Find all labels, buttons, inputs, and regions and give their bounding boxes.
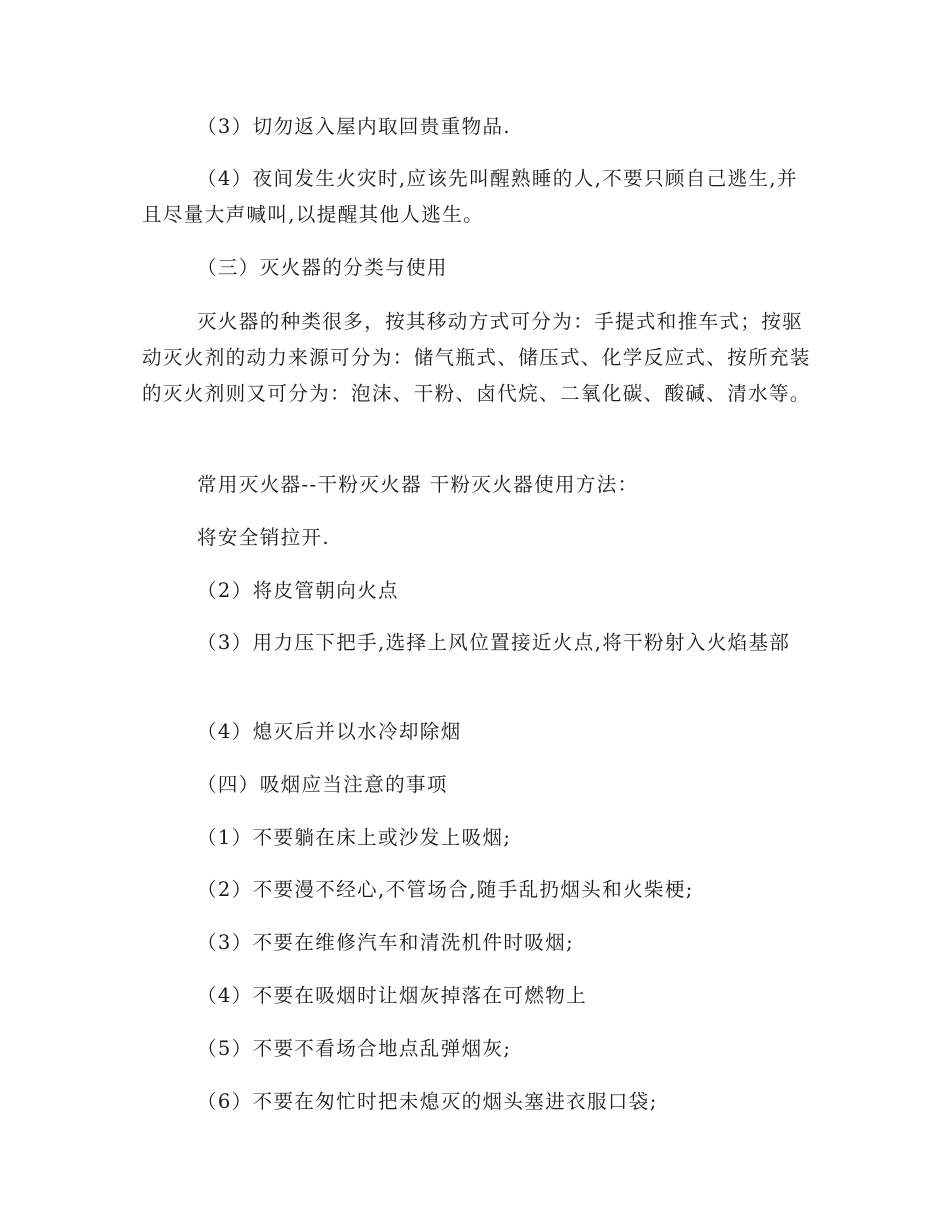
- paragraph-smoking-rule-3: （3）不要在维修汽车和清洗机件时吸烟;: [197, 931, 575, 954]
- paragraph-dry-powder-intro: 常用灭火器--干粉灭火器 干粉灭火器使用方法：: [197, 473, 639, 496]
- paragraph-smoking-rule-1: （1）不要躺在床上或沙发上吸烟;: [197, 826, 512, 849]
- paragraph-smoking-rule-6: （6）不要在匆忙时把未熄灭的烟头塞进衣服口袋;: [197, 1090, 658, 1113]
- paragraph-return-valuables: （3）切勿返入屋内取回贵重物品.: [197, 115, 512, 138]
- paragraph-press-handle: （3）用力压下把手,选择上风位置接近火点,将干粉射入火焰基部: [197, 631, 791, 654]
- paragraph-extinguisher-types: 灭火器的种类很多，按其移动方式可分为：手提式和推车式；按驱动灭火剂的动力来源可分为：储气瓶式、储压式、化学反应式、按所充装的灭火剂则又可分为：泡沫、干粉、卤代烷、二氧化碳、酸碱、清水等。: [142, 310, 811, 405]
- paragraph-wake-sleepers: （4）夜间发生火灾时,应该先叫醒熟睡的人,不要只顾自己逃生,并且尽量大声喊叫,以提醒其他人逃生。: [142, 167, 798, 226]
- paragraph-smoking-rule-5: （5）不要不看场合地点乱弹烟灰;: [197, 1037, 512, 1060]
- paragraph-aim-hose: （2）将皮管朝向火点: [197, 579, 399, 602]
- paragraph-smoking-rule-2: （2）不要漫不经心,不管场合,随手乱扔烟头和火柴梗;: [197, 878, 694, 901]
- paragraph-cool-with-water: （4）熄灭后并以水冷却除烟: [197, 720, 462, 743]
- section-heading-smoking: （四）吸烟应当注意的事项: [197, 773, 448, 796]
- paragraph-pull-pin: 将安全销拉开.: [197, 526, 330, 549]
- paragraph-smoking-rule-4: （4）不要在吸烟时让烟灰掉落在可燃物上: [197, 984, 588, 1007]
- section-heading-extinguishers: （三）灭火器的分类与使用: [197, 256, 448, 279]
